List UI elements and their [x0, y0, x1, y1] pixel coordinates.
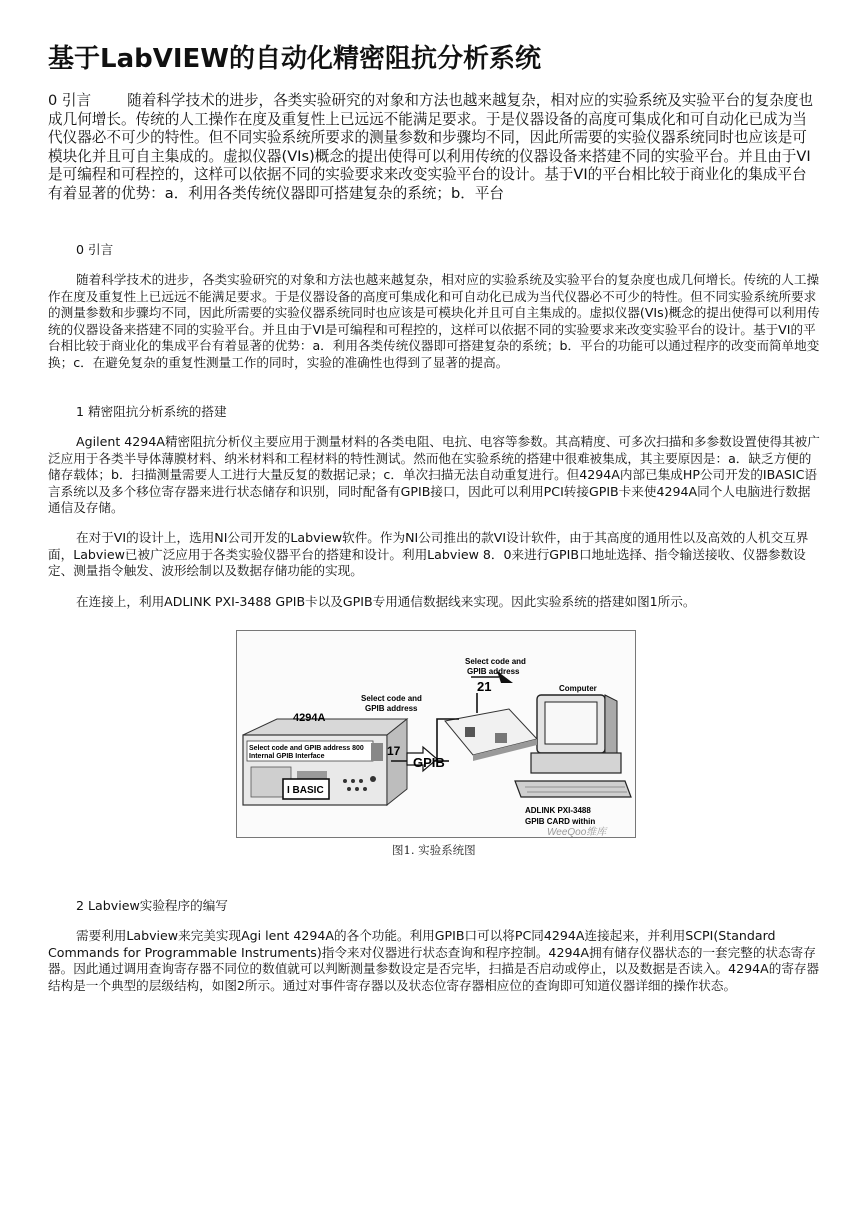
summary-label: 0 引言	[48, 92, 92, 109]
watermark-logo: WeeQoo维库	[547, 827, 607, 837]
system-diagram-svg	[237, 631, 635, 837]
label-address-17: 17	[387, 744, 401, 758]
summary-paragraph	[48, 92, 814, 204]
section-1-paragraph-2-text: 在对于VI的设计上，选用NI公司开发的Labview软件。作为NI公司推出的款VI设计软件，由于其高度的通用性以及高效的人机交互界面，Labview已被广泛应用于各类实验仪器平台的搭建和设计。利用Labview 8．0来进行GPIB口地址选择、指令输送接收、仪器参数设定、测量指令触发、波形绘制以及数据存储功能的实现。	[48, 530, 809, 579]
intro-paragraph-text: 随着科学技术的进步，各类实验研究的对象和方法也越来越复杂，相对应的实验系统及实验平台的复杂度也成几何增长。传统的人工操作在度及重复性上已远远不能满足要求。于是仪器设备的高度可集成化和可自动化已成为当代仪器必不可少的特性。但不同实验系统所要求的测量参数和步骤均不同，因此所需要的实验仪器系统同时也应该是可模块化并且可自主集成的。虚拟仪器(VIs)概念的提出使得可以利用传统的仪器设备来搭建不同的实验平台。并且由于VI是可编程和可程控的，这样可以依据不同的实验要求来改变实验平台的设计。基于VI的平台相比较于商业化的集成平台有着显著的优势：a．利用各类传统仪器即可搭建复杂的系统；b．平台的功能可以通过程序的改变而简单地变换；c．在避免复杂的重复性测量工作的同时，实验的准确性也得到了显著的提高。	[48, 272, 820, 370]
section-1-paragraph-1-text: Agilent 4294A精密阻抗分析仪主要应用于测量材料的各类电阻、电抗、电容等参数。其高精度、可多次扫描和多参数设置使得其被广泛应用于各类半导体薄膜材料、纳米材料和工程材料的特性测试。然而他在实验系统的搭建中很难被集成，其主要原因是：a．缺乏方便的储存载体；b．扫描测量需要人工进行大量反复的数据记录；c．单次扫描无法自动重复进行。但4294A内部已集成HP公司开发的IBASIC语言系统以及多个移位寄存器来进行状态储存和识别，同时配备有GPIB接口，因此可以利用PCI转接GPIB卡来使4294A同个人电脑进行数据通信及存储。	[48, 434, 820, 516]
label-gpib-card: GPIB CARD within	[525, 817, 596, 826]
page-title: 基于LabVIEW的自动化精密阻抗分析系统	[48, 44, 541, 74]
section-2-paragraph-1-text: 需要利用Labview来完美实现Agi lent 4294A的各个功能。利用GPIB口可以将PC同4294A连接起来，并利用SCPI(Standard Commands for Programmable Instruments)指令来对仪器进行状态查询和程序控制。4294A拥有储存仪器状态的一套完整的状态寄存器。因此通过调用查询寄存器不同位的数值就可以判断测量参数设定是否完毕，扫描是否启动或停止，以及数据是否读入。4294A的寄存器结构是一个典型的层级结构，如图2所示。通过对事件寄存器以及状态位寄存器相应位的查询即可知道仪器详细的操作状态。	[48, 928, 820, 993]
figure-1-system-diagram	[236, 630, 636, 838]
label-gpib-address-top: GPIB address	[467, 667, 520, 676]
label-ibasic: I BASIC	[287, 785, 324, 796]
label-computer: Computer	[559, 684, 597, 693]
label-panel-interface: Internal GPIB Interface	[249, 753, 325, 760]
section-2-paragraph-1	[48, 928, 820, 994]
gpib-card-illustration	[445, 709, 537, 761]
section-1-paragraph-1	[48, 434, 820, 517]
section-1-paragraph-3	[48, 594, 820, 611]
label-gpib-address-mid: GPIB address	[365, 704, 418, 713]
label-gpib: GPIB	[413, 755, 445, 770]
label-panel-select: Select code and GPIB address 800	[249, 745, 364, 752]
label-address-21: 21	[477, 679, 492, 694]
section-1-paragraph-3-text: 在连接上，利用ADLINK PXI-3488 GPIB卡以及GPIB专用通信数据线来实现。因此实验系统的搭建如图1所示。	[76, 594, 696, 609]
intro-paragraph	[48, 272, 820, 372]
summary-text: 随着科学技术的进步，各类实验研究的对象和方法也越来越复杂，相对应的实验系统及实验平台的复杂度也成几何增长。传统的人工操作在度及重复性上已远远不能满足要求。于是仪器设备的高度可集成化和可自动化已成为当代仪器必不可少的特性。但不同实验系统所要求的测量参数和步骤均不同，因此所需要的实验仪器系统同时也应该是可模块化并且可自主集成的。虚拟仪器(VIs)概念的提出使得可以利用传统的仪器设备来搭建不同的实验平台。并且由于VI是可编程和可程控的，这样可以依据不同的实验要求来改变实验平台的设计。基于VI的平台相比较于商业化的集成平台有着显著的优势：a．利用各类传统仪器即可搭建复杂的系统；b．平台	[48, 92, 814, 202]
label-adlink: ADLINK PXI-3488	[525, 806, 591, 815]
figure-1-caption: 图1. 实验系统图	[392, 843, 476, 857]
section-1-heading: 1 精密阻抗分析系统的搭建	[76, 404, 227, 419]
intro-heading: 0 引言	[76, 242, 114, 257]
label-select-code-mid: Select code and	[361, 694, 422, 703]
section-1-paragraph-2	[48, 530, 820, 580]
label-select-code-top: Select code and	[465, 657, 526, 666]
section-2-heading: 2 Labview实验程序的编写	[76, 898, 228, 913]
label-4294a: 4294A	[293, 712, 326, 724]
